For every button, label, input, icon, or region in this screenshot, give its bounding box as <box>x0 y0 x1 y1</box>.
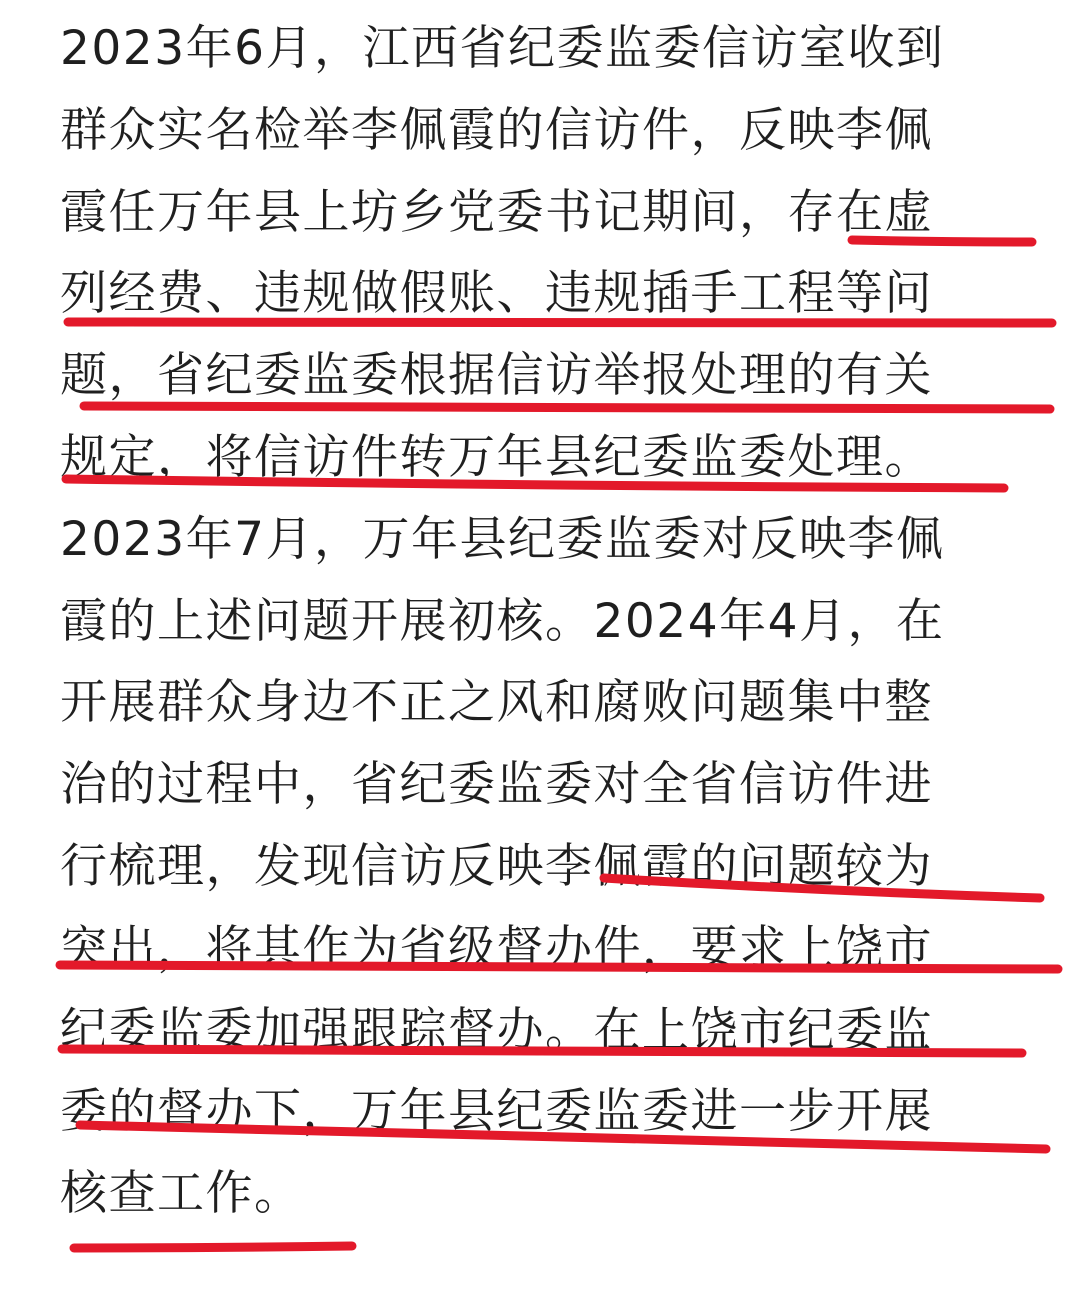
article-text <box>60 8 1026 1235</box>
text-line: 开展群众身边不正之风和腐败问题集中整 <box>60 675 933 731</box>
text-line: 纪委监委加强跟踪督办。在上饶市纪委监 <box>60 1002 933 1058</box>
text-line: 题，省纪委监委根据信访举报处理的有关 <box>60 348 933 404</box>
text-line: 列经费、违规做假账、违规插手工程等问 <box>60 266 933 322</box>
text-line: 2023年6月，江西省纪委监委信访室收到 <box>60 21 945 76</box>
text-line: 2023年7月，万年县纪委监委对反映李佩 <box>60 511 945 567</box>
text-line: 核查工作。 <box>60 1166 303 1222</box>
text-line: 群众实名检举李佩霞的信访件，反映李佩 <box>60 102 933 158</box>
text-line: 霞的上述问题开展初核。2024年4月，在 <box>60 593 945 649</box>
red-underline <box>74 1246 352 1248</box>
text-line: 行梳理，发现信访反映李佩霞的问题较为 <box>60 838 933 894</box>
text-line: 规定，将信访件转万年县纪委监委处理。 <box>60 429 933 485</box>
text-line: 霞任万年县上坊乡党委书记期间，存在虚 <box>60 184 933 240</box>
text-line: 突出，将其作为省级督办件，要求上饶市 <box>60 920 933 976</box>
text-line: 治的过程中，省纪委监委对全省信访件进 <box>60 757 933 813</box>
text-line: 委的督办下，万年县纪委监委进一步开展 <box>60 1084 933 1140</box>
